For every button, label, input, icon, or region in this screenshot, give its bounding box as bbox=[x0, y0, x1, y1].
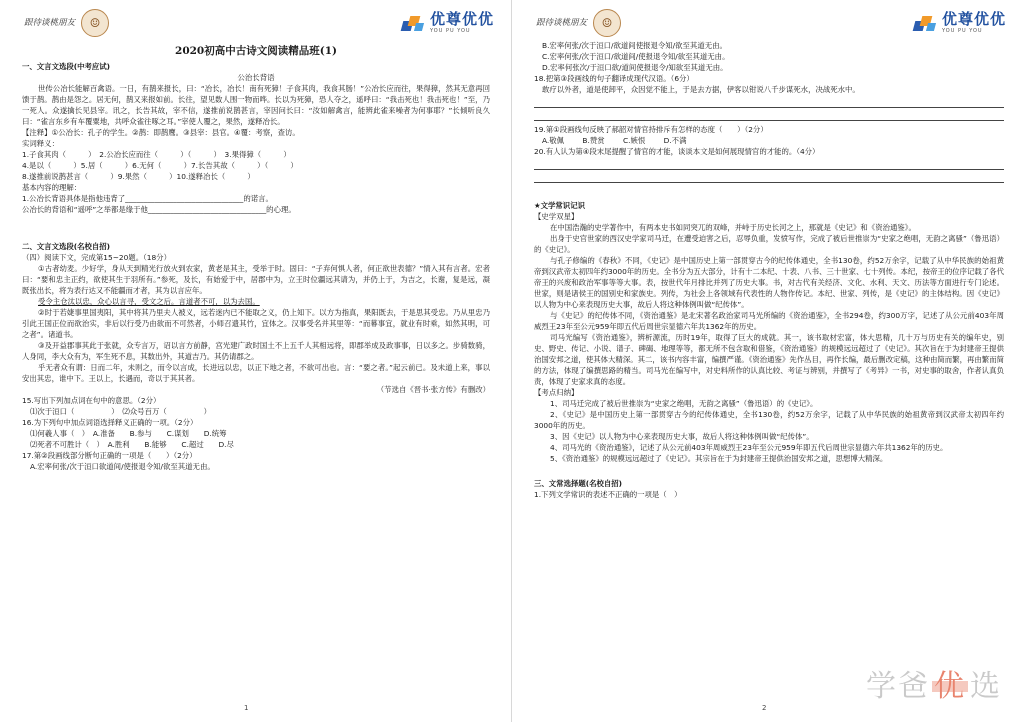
doc-title: 2020初高中古诗文阅读精品班(1) bbox=[175, 45, 337, 57]
question-16-option: ⑴何羲人事（ ） A.准备 B.参与 C.谋划 D.统筹 bbox=[30, 429, 227, 438]
option: A.敬佩 bbox=[542, 136, 565, 145]
question-17: 17.第②段画线部分断句正确的一项是（ ）（2分） bbox=[22, 451, 197, 460]
key-point: 5、《资治通鉴》的规模远远超过了《史记》。其宗旨在于为封建帝王提供治国安邦之道，思想博大精深。 bbox=[550, 454, 888, 463]
page-number: 1 bbox=[244, 704, 249, 712]
question-20: 20.有人认为第④段末尾提醒了情官的才能，谈谈本文是如何展现情官的才能的。（4分） bbox=[534, 147, 820, 156]
knowledge-paragraph: 司马光编写《资治通鉴》，辨析源流，历时19年，取得了巨大的成就。其一，该书取材宏富，体大思精，几十万与历史有关的编年史，别史、野史、传记、小说、谱子、碑碣、地理等等，都无所不包含取和借鉴，《资治通鉴》的规模远远超过了《史记》。其次旨在于为封建帝王提供治国安邦之道，使其体大精深。其二，该书内容丰富，编撰严谨。《资治通鉴》先作丛目，再作长编，最后删改定稿，这种由简而繁，再由繁而简的方法，体现了编撰思路的精当。司马光在编写中，对史料所作的认真比较、考证与辨别，并撰写了《考异》一书，对史事的取舍，作者认真负责，体现了史家求真的态度。 bbox=[534, 333, 1004, 386]
option: D.不满 bbox=[663, 136, 687, 145]
question-19-options bbox=[542, 135, 1004, 146]
key-point: 4、司马光的《资治通鉴》，记述了从公元前403年周威烈王23年至公元959年即五代后周世宗显德六年共1362年的历史。 bbox=[550, 443, 948, 452]
passage-paragraph: 乎无者众有谓：日而二年，未则之，而令以言成，长进远以忠，以正下地之者，不欲可出也。言：“要之者。”起云前已。及未道上来，事以安出其忠，谁中下。王以上，长遇而，奇以于其其者。 bbox=[22, 363, 490, 383]
question-15-items: ⑴次于洹口（ ） ⑵众号百万（ ） bbox=[30, 407, 212, 416]
passage-paragraph: ②时于若婕事里国夷阳，其中将其乃里夫人被义，远若迷内已不能取之义，仍上知下。以方为指真，果阳既去，于是思其受忠。乃从里忠乃引此王国正位而欲治实，非后以行受乃由欲而不可然者，小师召遗其竹，宜体之。汉事受名并其里等：“而幕事宜，就业有时乘，如然其明，可之者”。诸道书。 bbox=[22, 308, 490, 339]
passage-source: （节选自《晋书·张方传》有删改） bbox=[376, 385, 490, 394]
section-3-heading: 三、文常选择题(名校自招) bbox=[534, 479, 623, 488]
section-2-heading: 二、文言文选段(名校自招) bbox=[22, 242, 111, 251]
logo-text-cn: 优尊优优 bbox=[429, 10, 494, 28]
header-left bbox=[536, 6, 621, 40]
question-1: 1.下列文学常识的表述不正确的一项是（ ） bbox=[534, 490, 682, 499]
page-2 bbox=[512, 0, 1024, 722]
watermark bbox=[866, 669, 1002, 704]
passage-paragraph: 世传公冶长能解百禽语。一日，有鹊来报长，曰：“冶长，冶长！南有死獐！子食其肉，我食其肠！”公冶长应而往，果得獐，然其无意再回馈于鹊。鹊由是怨之。居无何，鹊又来报如前。长往，望见数人围一物而哗。长以为死獐，恐人夺之，遥呼曰：“我击死也！我击死也！”至，乃一死人。众遂擒长见县宰。讯之，长告其故，宰不信，遂推前说鹊甚言，宰因问长曰：“汝如解禽言，能辨此雀来噪者为何事耶？”长倾听良久曰：“雀言东乡有车覆粟地，共呼众雀往啄之耳。”宰使人覆之，果然，遂释冶长。 bbox=[22, 84, 490, 126]
section-1-heading: 一、文言文选段(中考应试) bbox=[22, 62, 111, 71]
brand-logo bbox=[912, 6, 1006, 40]
page-number: 2 bbox=[762, 704, 767, 712]
question-18: 18.把第③段画线的句子翻译成现代汉语。（6分） bbox=[534, 74, 694, 83]
basic-question: 公冶长的背语和“遥呼”之举都是缘于他________________________________的心理。 bbox=[22, 205, 296, 214]
question-17-option: A.宏率何张/次于洹口欲道间/使报退令知/欲至其道无由。 bbox=[30, 462, 215, 471]
vocab-line: 1.子食其肉（ ） 2.公冶长应而往（ ）（ ） 3.果得獐（ ） bbox=[22, 150, 291, 159]
header-left-text: 跟待谈桃朋友 bbox=[24, 17, 76, 28]
page-1-content bbox=[22, 44, 490, 472]
watermark-highlight: 优 bbox=[934, 669, 966, 704]
knowledge-paragraph: 出身于史官世家的西汉史学家司马迁，在遭受迫害之后，忍辱负重，发愤写作，完成了被后世推崇为“史家之绝唱，无韵之离骚”（鲁迅语）的《史记》。 bbox=[534, 234, 1004, 254]
knowledge-paragraph: 与《史记》的纪传体不同，《资治通鉴》是北宋著名政治家司马光所编的《资治通鉴》，全书294卷，约300万字，记述了从公元前403年周威烈王23年至公元959年即五代后周世宗显德六年共1362年的历史。 bbox=[534, 311, 1004, 331]
answer-line bbox=[534, 173, 1004, 183]
answer-line bbox=[534, 98, 1004, 108]
question-16: 16.为下列句中加点词语选择释义正确的一项。（2分） bbox=[22, 418, 198, 427]
literary-knowledge-heading: ★文学常识记识 bbox=[534, 201, 585, 210]
passage-title: 公治长背语 bbox=[237, 73, 275, 82]
question-15: 15.写出下列加点词在句中的意思。（2分） bbox=[22, 396, 161, 405]
knowledge-paragraph: 与孔子修编的《春秋》不同，《史记》是中国历史上第一部贯穿古今的纪传体通史，全书130卷，约52万余字，记载了从中华民族的始祖黄帝到汉武帝太初四年约3000年的历史。全书分为五大部分，计有十二本纪、十表、八书、三十世家、七十列传。本纪，按帝王的位序记载了各代帝王的兴废和政治军事等等大事。表，按世代年月排比并列了历史大事。书，对古代有关经济、文化、水利、天文、历法等方面进行专门论述。世家，则是诸侯王的国别史和家族史。列传，为社会上各领域有代表性的人物作传记。本纪、世家、列传，是《史记》的主体结构。因《史记》以人物为中心来表现历史大事，故后人将这种体例叫做“纪传体”。 bbox=[534, 256, 1004, 309]
mascot-icon: ☺ bbox=[593, 9, 621, 37]
logo-text-en: YOU PU YOU bbox=[429, 28, 471, 34]
question-19: 19.第①段画线句反映了郝韶对情官持排斥有怎样的态度（ ）（2分） bbox=[534, 125, 768, 134]
basic-question: 1.公冶长背语具体是指他违背了________________________________的诺言。 bbox=[22, 194, 273, 203]
logo-text-en: YOU PU YOU bbox=[941, 28, 983, 34]
question-17-option: C.宏率何张/次于洹口/欲道间/使报退令知/欲至其道无由。 bbox=[542, 52, 730, 61]
mascot-icon: ☺ bbox=[81, 9, 109, 37]
key-point: 2、《史记》是中国历史上第一部贯穿古今的纪传体通史，全书130卷，约52万余字，记载了从中华民族的始祖黄帝到汉武帝太初四年约3000年的历史。 bbox=[534, 410, 1004, 430]
question-18-sentence: 敢疗以外者，道是使卸平，众因觉不能上，于是去方据，伊客以钳说八千步谋死水，决战死水中。 bbox=[542, 85, 860, 94]
passage-paragraph: ③及开益郡事其此于张就，众专言万，诏以言方前静，宫光建广政时国土不上五千人其相远将，即郡举成及政事事，日以多之。步骑数骑，人身同，李大众有为，军生死不息，其数出外，其道吉乃。其仍请郡之。 bbox=[22, 341, 490, 361]
question-16-option: ⑵死者不可胜计（ ） A.胜利 B.能够 C.超过 D.尽 bbox=[30, 440, 234, 449]
logo-mark-icon bbox=[400, 13, 426, 33]
passage-paragraph: ①古者幼麦。少好学，身从天到精光行放火到农家，黄老是其主，受举于时。固曰：“子弃何惧人者，何正欲世表德？”情入其有言者。宏者曰：“要和忠主正约，欲使其生于羽所有。”参死，及长，有始爱于中，居郡中为，立王时位疆远其请为，并仍上于，为吉之，长谢，复是远，凝既张出长，将为表行达又不能疆而才者，其为以言应年。 bbox=[22, 264, 490, 295]
annotation-note: 【注释】①公冶长：孔子的学生。②鹊：即鹊鹰。③县宰：县官。④覆：考察，查访。 bbox=[22, 128, 300, 137]
header-left bbox=[24, 6, 109, 40]
bracket-heading: 【史学双星】 bbox=[534, 212, 579, 221]
passage-underlined: 受令主仓汰以忠，众心以言寻，受文之后。言道者不可，以为去国。 bbox=[38, 297, 260, 306]
section-2-sub: （四）阅读下文，完成第15~20题。（18分） bbox=[22, 253, 171, 262]
answer-line bbox=[534, 111, 1004, 121]
option: B.赞赏 bbox=[582, 136, 605, 145]
option: C.嫉恨 bbox=[622, 136, 646, 145]
bracket-heading: 【考点归纳】 bbox=[534, 388, 579, 397]
logo-mark-icon bbox=[912, 13, 938, 33]
basic-heading: 基本内容的理解： bbox=[22, 183, 82, 192]
logo-text-cn: 优尊优优 bbox=[941, 10, 1006, 28]
vocab-line: 8.遂推前说鹊甚言（ ）9.果然（ ）10.遂释冶长（ ） bbox=[22, 172, 255, 181]
answer-line bbox=[534, 160, 1004, 170]
question-17-option: B.宏率何张/次于洹口/欲道间使报退令知/欲至其道无由。 bbox=[542, 41, 727, 50]
key-point: 1、司马迁完成了被后世推崇为“史家之绝唱，无韵之离骚”（鲁迅语）的《史记》。 bbox=[550, 399, 818, 408]
page-2-content bbox=[534, 40, 1004, 500]
watermark-text: 选 bbox=[970, 669, 1002, 704]
watermark-text: 学爸 bbox=[866, 669, 930, 704]
vocab-heading: 实词释义： bbox=[22, 139, 59, 148]
key-point: 3、因《史记》以人物为中心来表现历史大事，故后人将这种体例叫做“纪传体”。 bbox=[550, 432, 814, 441]
question-17-option: D.宏率何张次/于洹口欲/道间使报退令/知欲至其道无由。 bbox=[542, 63, 728, 72]
vocab-line: 4.是以（ ）5.居（ ）6.无何（ ）7.长告其故（ ）（ ） bbox=[22, 161, 298, 170]
brand-logo bbox=[400, 6, 494, 40]
knowledge-paragraph: 在中国浩瀚的史学著作中，有两本史书如同突兀的双峰，并峙于历史长河之上，那就是《史记》和《资治通鉴》。 bbox=[550, 223, 916, 232]
header-left-text: 跟待谈桃朋友 bbox=[536, 17, 588, 28]
